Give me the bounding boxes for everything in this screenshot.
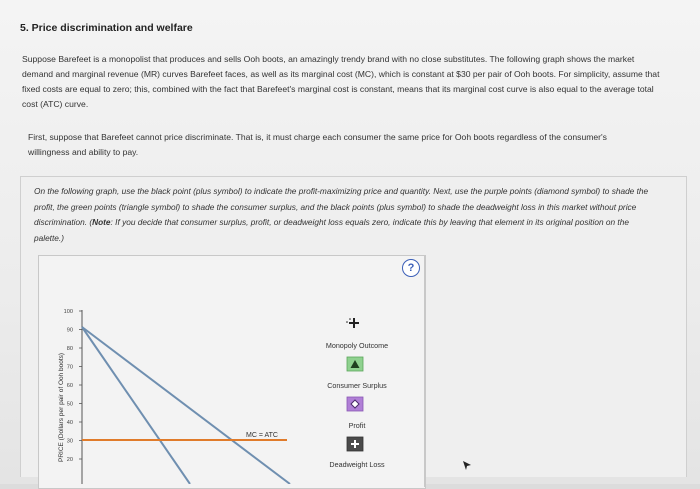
graph-instructions: On the following graph, use the black point (plus symbol) to indicate the profit-maximizing price and quantity. Next, use the purple points (diamond symbol) to shade the profit, the green points (triangle symbol) to shade the consumer surplus, and the black points (plus symbol) to shade the deadweight loss in this market without price discrimination. (Note: If you decide that consumer surplus, profit, or deadweight loss equals zero, indicate this by leaving that element in its original position on the palette.): [34, 186, 649, 243]
y-tick-label: 60: [66, 383, 73, 389]
deadweight-loss-label: Deadweight Loss: [329, 460, 385, 469]
y-ticks: [64, 309, 82, 463]
y-tick-label: 70: [66, 364, 73, 371]
y-axis-label: PRICE (Dollars per pair of Ooh boots): [58, 352, 65, 462]
question-intro: Suppose Barefeet is a monopolist that produces and sells Ooh boots, an amazingly trendy brand with no close substitutes. The following graph shows the market demand and marginal revenue (MR) curves Barefeet faces, as well as its marginal cost (MC), which is constant at $30 per pair of Ooh boots. For simplicity, assume that fixed costs are equal to zero; this, combined with the fact that Barefeet's marginal cost is constant, means that its marginal cost curve is also equal to the average total cost (ATC) curve.: [22, 54, 660, 109]
y-tick-label: 20: [66, 457, 73, 463]
y-tick-label: 100: [63, 309, 73, 315]
note-label: Note: [92, 217, 111, 227]
marginal-revenue-curve: [82, 327, 190, 484]
consumer-surplus-label: Consumer Surplus: [327, 381, 387, 390]
deadweight-loss-plus-icon[interactable]: [347, 437, 363, 451]
mc-atc-label: MC = ATC: [246, 432, 278, 439]
consumer-surplus-triangle-icon[interactable]: [347, 357, 363, 371]
y-tick-label: 40: [66, 420, 73, 426]
y-tick-label: 80: [66, 346, 73, 352]
question-part-text: First, suppose that Barefeet cannot price discriminate. That is, it must charge each consumer the same price for Ooh boots regardless of the consumer's willingness and ability to pay.: [28, 132, 607, 157]
y-tick-label: 30: [66, 438, 73, 445]
help-icon[interactable]: ?: [402, 259, 420, 277]
question-title: 5. Price discrimination and welfare: [20, 22, 193, 34]
mouse-cursor-icon: [462, 460, 472, 472]
palette-divider: [424, 255, 425, 487]
monopoly-outcome-label: Monopoly Outcome: [325, 341, 389, 350]
monopoly-outcome-plus-icon[interactable]: [346, 318, 359, 328]
y-tick-label: 50: [66, 401, 73, 408]
profit-diamond-icon[interactable]: [347, 397, 363, 411]
y-tick-label: 90: [66, 327, 73, 334]
profit-label: Profit: [348, 421, 366, 430]
demand-curve: [82, 327, 290, 484]
